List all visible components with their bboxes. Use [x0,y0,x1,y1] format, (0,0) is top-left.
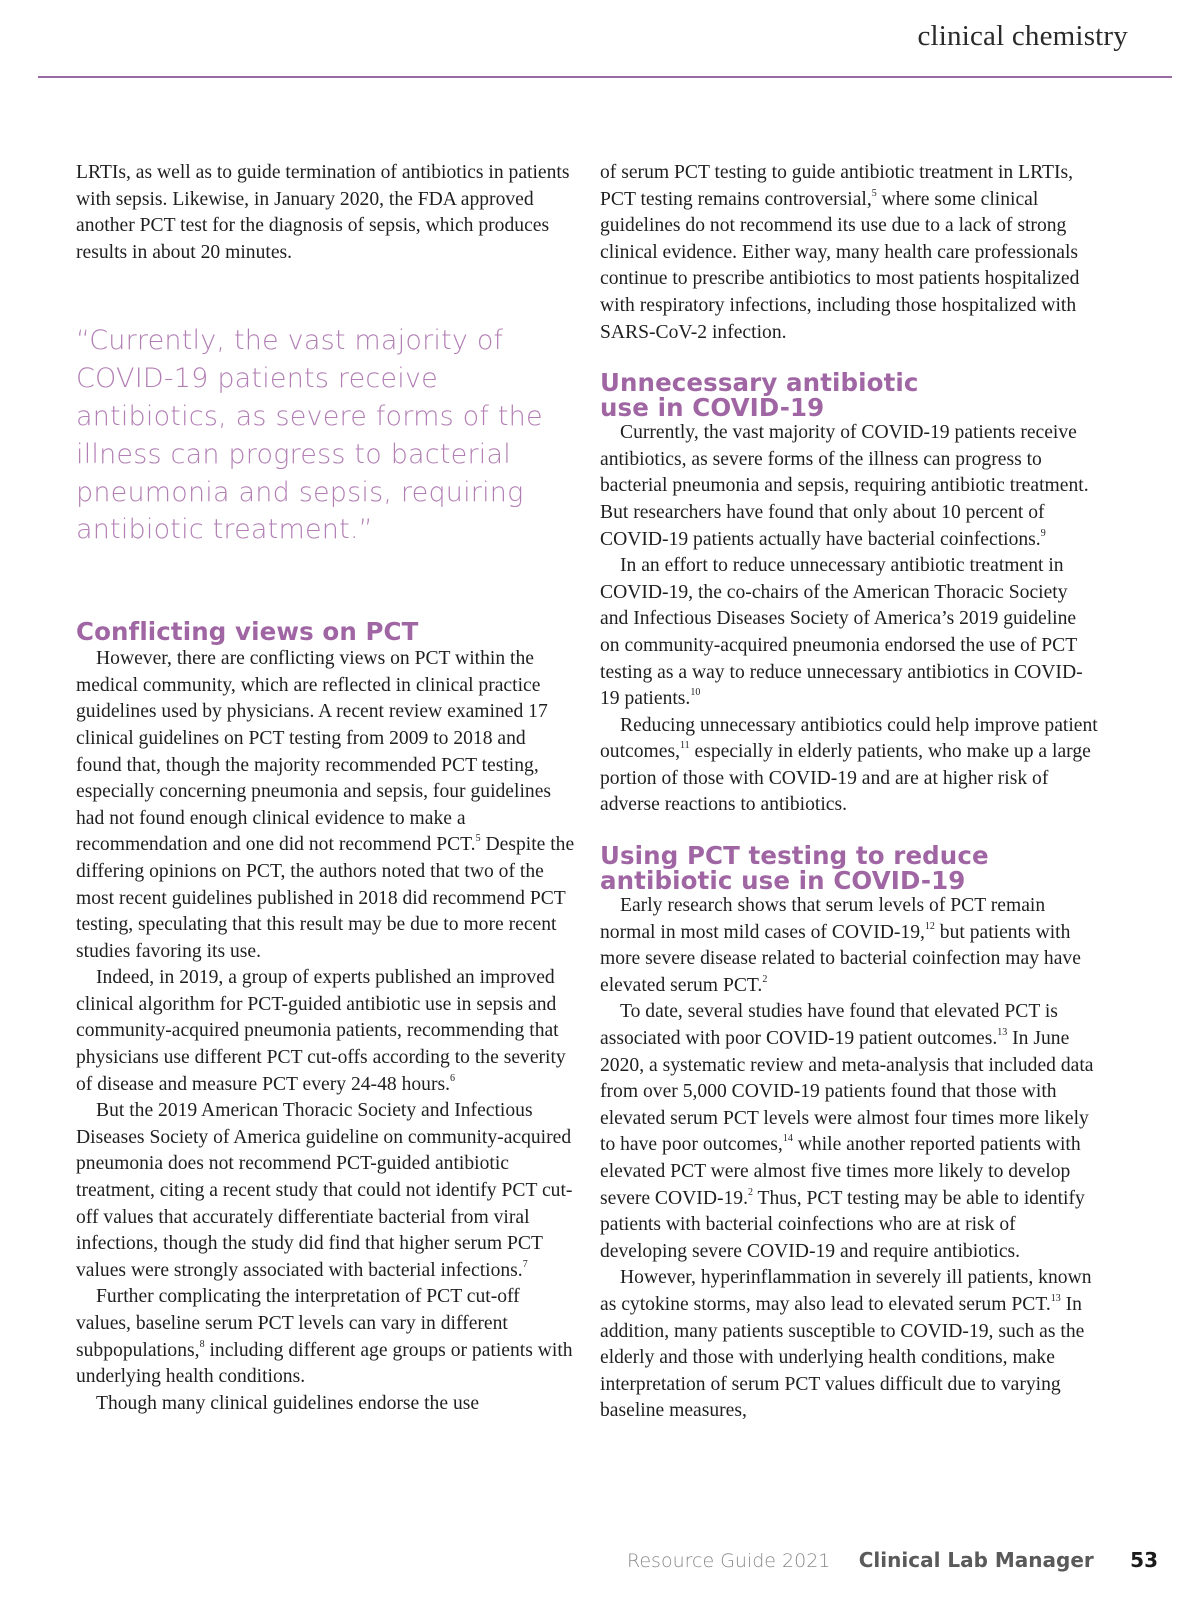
reference-superscript: 10 [690,687,701,699]
heading-line: use in COVID-19 [600,393,825,423]
paragraph-text: Currently, the vast majority of COVID-19 patients receive antibiotics, as severe forms of the illness can progress to bacterial pneumonia and sepsis, requiring antibiotic treatment. But researchers have found that only about 10 percent of COVID-19 patients actually have bacterial coinfections. [600,422,1089,550]
section-tag: clinical chemistry [917,20,1128,52]
page-footer [627,1548,1158,1572]
paragraph-text: Reducing unnecessary antibiotics could help improve patient outcomes, [600,714,1098,763]
reference-superscript: 5 [871,187,877,199]
reference-superscript: 7 [522,1258,528,1270]
paragraph [76,1284,576,1390]
reference-superscript: 6 [450,1072,456,1084]
heading-line: antibiotic use in COVID-19 [600,866,966,896]
paragraph [600,1265,1100,1425]
paragraph [600,999,1100,1265]
paragraph-text: However, there are conflicting views on PCT within the medical community, which are reflected in clinical practice guidelines used by physicians. A recent review examined 17 clinical guidelines on PCT testing from 2009 to 2018 and found that, though the majority recommended PCT testing, especially concerning pneumonia and sepsis, four guidelines had not found enough clinical evidence to make a recommendation and one did not recommend PCT. [76,648,552,856]
paragraph [76,1098,576,1284]
reference-superscript: 5 [475,833,481,845]
header-rule [38,76,1172,78]
paragraph-text: Early research shows that serum levels of PCT remain normal in most mild cases of COVID-19, [600,895,1046,943]
heading-using-pct-testing [600,841,1100,896]
paragraph-text: including different age groups or patients with underlying health conditions. [76,1339,573,1388]
magazine-name: Clinical Lab Manager [858,1548,1094,1572]
paragraph [600,553,1100,713]
paragraph [600,893,1100,999]
paragraph-text: Thus, PCT testing may be able to identify patients with bacterial coinfections who are at risk of developing severe COVID-19 and require antibiotics. [600,1187,1085,1262]
paragraph-text: To date, several studies have found that elevated PCT is associated with poor COVID-19 patient outcomes. [600,1001,1058,1050]
reference-superscript: 2 [762,973,768,985]
reference-superscript: 11 [680,740,690,752]
reference-superscript: 9 [1040,527,1046,539]
paragraph-text: Further complicating the interpretation of PCT cut-off values, baseline serum PCT levels can vary in different subpopulations, [76,1286,520,1361]
heading-line: Unnecessary antibiotic [600,368,919,398]
reference-superscript: 13 [997,1027,1008,1039]
paragraph-text: In June 2020, a systematic review and meta-analysis that included data from over 5,000 COVID-19 patients found that those with elevated serum PCT levels were almost four times more likely to have poor outcomes, [600,1028,1094,1156]
paragraph-text: Indeed, in 2019, a group of experts published an improved clinical algorithm for PCT-guided antibiotic use in sepsis and community-acquired pneumonia patients, recommending that physicians use different PCT cut-offs according to the severity of disease and measure PCT every 24-48 hours. [76,967,566,1095]
paragraph [600,160,1100,346]
reference-superscript: 14 [782,1133,793,1145]
pull-quote: “Currently, the vast majority of COVID-19 patients receive antibiotics, as severe forms of the illness can progress to bacterial pneumonia and sepsis, requiring antibiotic treatment.” [76,325,543,546]
paragraph-text: In an effort to reduce unnecessary antibiotic treatment in COVID-19, the co-chairs of the American Thoracic Society and Infectious Diseases Society of America’s 2019 guideline on community-acquired pneumonia endorsed the use of PCT testing as a way to reduce unnecessary antibiotics in COVID-19 patients. [600,555,1083,710]
reference-superscript: 2 [748,1186,753,1198]
reference-superscript: 13 [1050,1292,1061,1304]
page-number: 53 [1130,1548,1158,1572]
paragraph-text: In addition, many patients susceptible to COVID-19, such as the elderly and those with underlying health conditions, make interpretation of serum PCT values difficult due to varying baseline measures, [600,1293,1085,1422]
paragraph-text: of serum PCT testing to guide antibiotic treatment in LRTIs, PCT testing remains controversial, [600,162,1073,210]
paragraph-text: Despite the differing opinions on PCT, the authors noted that two of the most recent guidelines published in 2018 did recommend PCT testing, speculating that this result may be due to more recent studies favoring its use. [76,834,575,962]
paragraph [600,713,1100,819]
paragraph-text: especially in elderly patients, who make up a large portion of those with COVID-19 and are at higher risk of adverse reactions to antibiotics. [600,741,1091,816]
heading-line: Using PCT testing to reduce [600,841,989,871]
paragraph [76,965,576,1098]
paragraph: Though many clinical guidelines endorse the use [96,1392,480,1414]
paragraph [600,420,1100,553]
paragraph-text: but patients with more severe disease related to bacterial coinfection may have elevated serum PCT. [600,921,1081,996]
heading-unnecessary-antibiotic [600,368,1100,423]
left-column [76,160,576,1417]
paragraph-text: But the 2019 American Thoracic Society and Infectious Diseases Society of America guideline on community-acquired pneumonia does not recommend PCT-guided antibiotic treatment, citing a recent study that could not identify PCT cut-off values that accurately differentiate bacterial from viral infections, though the study did find that higher serum PCT values were strongly associated with bacterial infections. [76,1100,573,1281]
publication-name: Resource Guide 2021 [627,1550,831,1572]
paragraph-text: However, hyperinflammation in severely ill patients, known as cytokine storms, may also lead to elevated serum PCT. [600,1267,1092,1315]
reference-superscript: 8 [199,1338,205,1350]
reference-superscript: 12 [924,920,935,932]
paragraph-text: while another reported patients with elevated PCT were almost five times more likely to develop severe COVID-19. [600,1134,1081,1209]
heading-conflicting-views: Conflicting views on PCT [76,617,419,647]
paragraph-text: where some clinical guidelines do not recommend its use due to a lack of strong clinical evidence. Either way, many health care professionals continue to prescribe antibiotics to most patients hospitalized with respiratory infections, including those hospitalized with SARS-CoV-2 infection. [600,188,1080,343]
paragraph [76,646,576,965]
right-column [600,160,1100,1425]
intro-paragraph: LRTIs, as well as to guide termination of antibiotics in patients with sepsis. Likewise, in January 2020, the FDA approved another PCT test for the diagnosis of sepsis, which produces results in about 20 minutes. [76,162,570,263]
